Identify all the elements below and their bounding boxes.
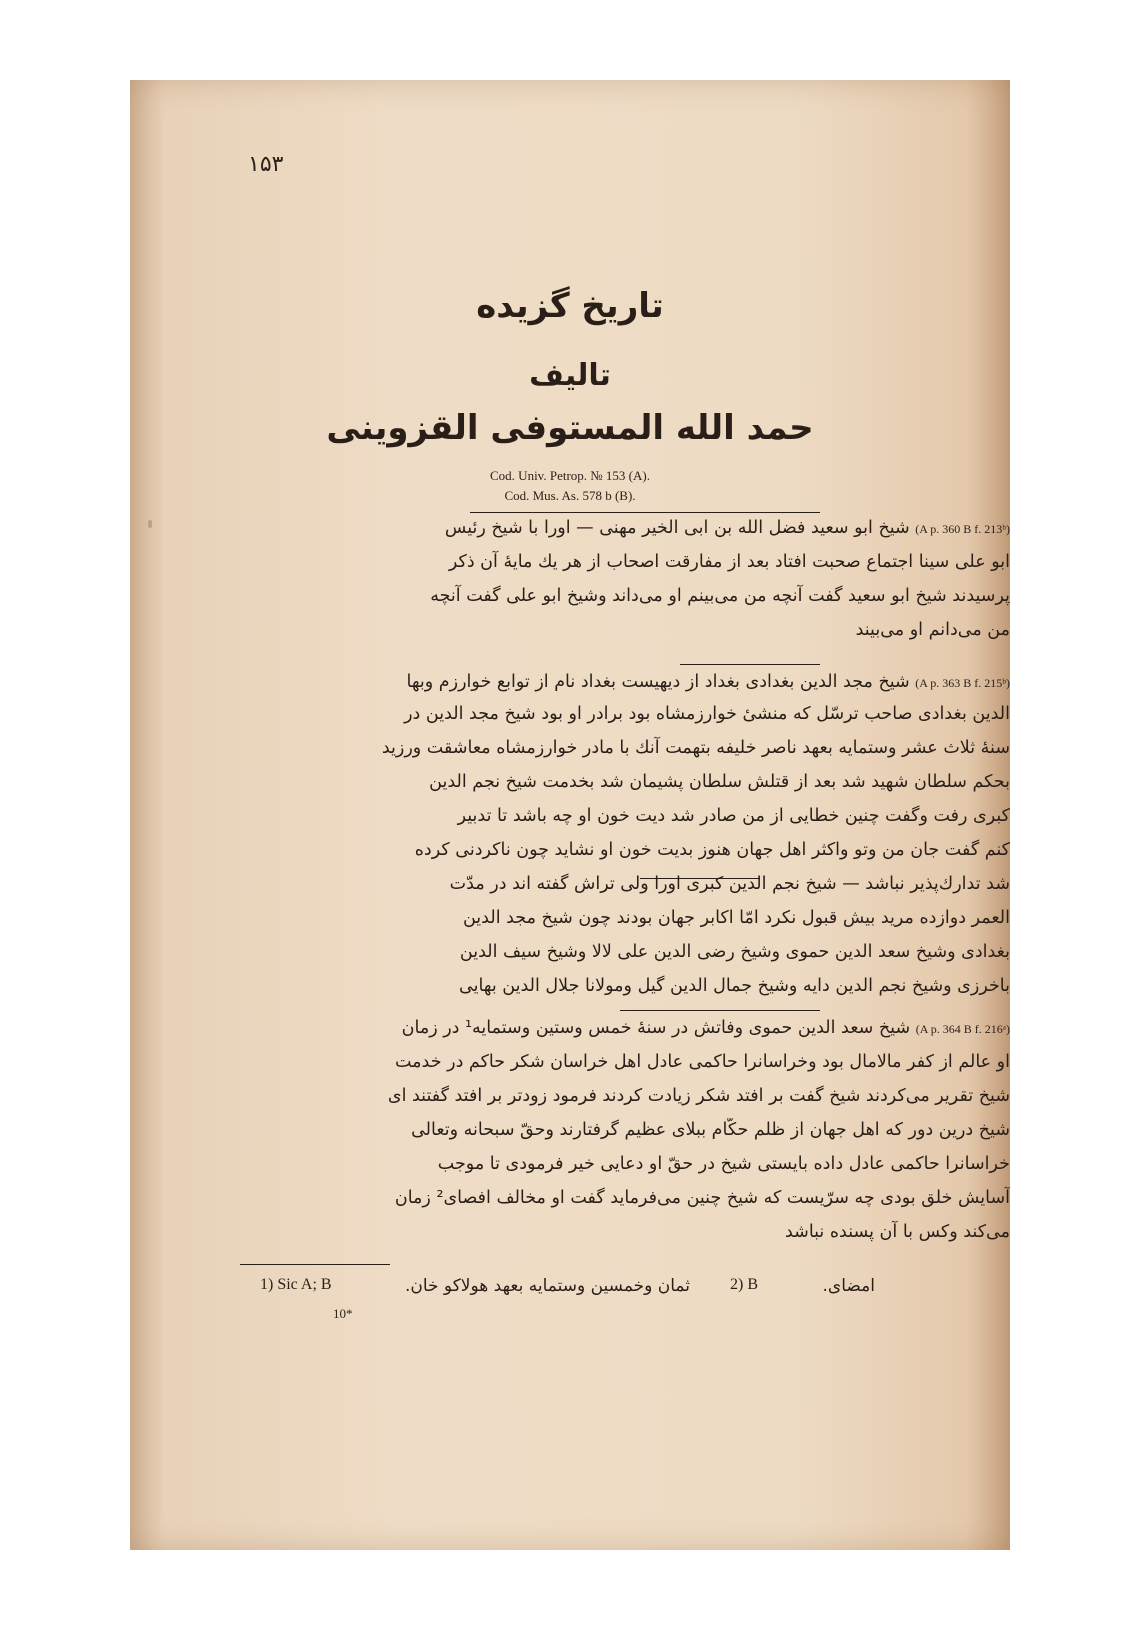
section-divider [620,1010,820,1011]
text-line: او عالم از کفر مالامال بود وخراسانرا حاکمی عادل اهل خراسان شکر حاکم در خدمت [395,1052,1010,1072]
book-title: تاریخ گزیده [476,286,664,326]
codex-b-reference: Cod. Mus. As. 578 b (B). [504,488,636,503]
text-line: کنم گفت جان من وتو واکثر اهل جهان هنوز بدیت خون او نشاید چون ناکردنی کرده [414,840,1010,860]
text-line: خراسانرا حاکمی عادل داده بایستی شیخ در حقّ او دعایی خیر فرمودی تا موجب [437,1154,1010,1174]
footnote-rule [240,1264,390,1265]
text-line: شیخ تقریر می‌کردند شیخ گفت بر افتد شکر زیادت کردند فرمود زودتر بر افتد گفتند ای [387,1086,1010,1106]
text-line: پرسیدند شیخ ابو سعید گفت آنچه من می‌بینم او می‌داند وشیخ ابو علی گفت آنچه [430,586,1010,606]
section-divider [680,664,820,665]
section-divider [470,512,820,513]
text-line: می‌کند وکس با آن پسنده نباشد [784,1222,1010,1242]
text-line: (A p. 364 B f. 216ᵃ) شیخ سعد الدین حموی وفاتش در سنهٔ خمس وستین وستمایه¹ در زمان [401,1018,1010,1038]
text-line: بحکم سلطان شهید شد بعد از قتلش سلطان پشیمان شد بخدمت شیخ نجم الدین [429,772,1010,792]
text-line: ابو علی سینا اجتماع صحبت افتاد بعد از مفارقت اصحاب از هر یك مایهٔ آن ذکر [448,552,1010,572]
text-line: آسایش خلق بودی چه سرّیست که شیخ چنین می‌فرماید گفت او مخالف افصای² زمان [394,1188,1010,1208]
manuscript-reference: (A p. 363 B f. 215ᵇ) [915,676,1010,690]
page-number: ۱۵۳ [248,152,284,177]
text-line: (A p. 363 B f. 215ᵇ) شیخ مجد الدین بغدادی بغداد از دیهیست بغداد نام از توابع خوارزم وبها [406,672,1010,692]
manuscript-reference: (A p. 360 B f. 213ᵇ) [915,522,1010,536]
text-line: بغدادی وشیخ سعد الدین حموی وشیخ رضی الدین علی لالا وشیخ سیف الدین [459,942,1010,962]
text-line: من می‌دانم او می‌بیند [855,620,1010,640]
footnote-2-text: امضای. [822,1276,875,1296]
footnote-2-label: 2) B [730,1276,758,1293]
text-line: شد تدارك‌پذیر نباشد — شیخ نجم الدین کبری اورا ولی تراش گفته اند در مدّت [449,874,1010,894]
scan-edge-mark [148,520,152,528]
text-line: باخرزی وشیخ نجم الدین دایه وشیخ جمال الدین گیل ومولانا جلال الدین بهایی [459,976,1010,996]
codex-a-reference: Cod. Univ. Petrop. № 153 (A). [490,468,650,483]
text-line: سنهٔ ثلاث عشر وستمایه بعهد ناصر خلیفه بتهمت آنك با مادر خوارزمشاه معاشقت ورزید [381,738,1010,758]
footnote-1-label: 1) Sic A; B [260,1276,332,1293]
text-line: العمر دوازده مرید بیش قبول نکرد امّا اکابر جهان بودند چون شیخ مجد الدین [462,908,1010,928]
manuscript-reference: (A p. 364 B f. 216ᵃ) [915,1022,1010,1036]
signature-mark: 10* [333,1306,353,1321]
author-name: حمد الله المستوفی القزوینی [326,408,814,448]
text-line: (A p. 360 B f. 213ᵇ) شیخ ابو سعید فضل الله بن ابی الخیر مهنی — اورا با شیخ رئیس [444,518,1010,538]
text-line: شیخ درین دور که اهل جهان از ظلم حکّام ببلای عظیم گرفتارند وحقّ سبحانه وتعالی [411,1120,1010,1140]
authorship-label: تالیف [529,358,611,393]
text-line: الدین بغدادی صاحب ترسّل که منشیٔ خوارزمشاه بود برادر او بود شیخ مجد الدین در [404,704,1010,724]
footnote-1-text: ثمان وخمسین وستمایه بعهد هولاکو خان. [404,1276,690,1296]
text-line: کبری رفت وگفت چنین خطایی از من صادر شد دیت خون او چه باشد تا تدبیر [457,806,1010,826]
